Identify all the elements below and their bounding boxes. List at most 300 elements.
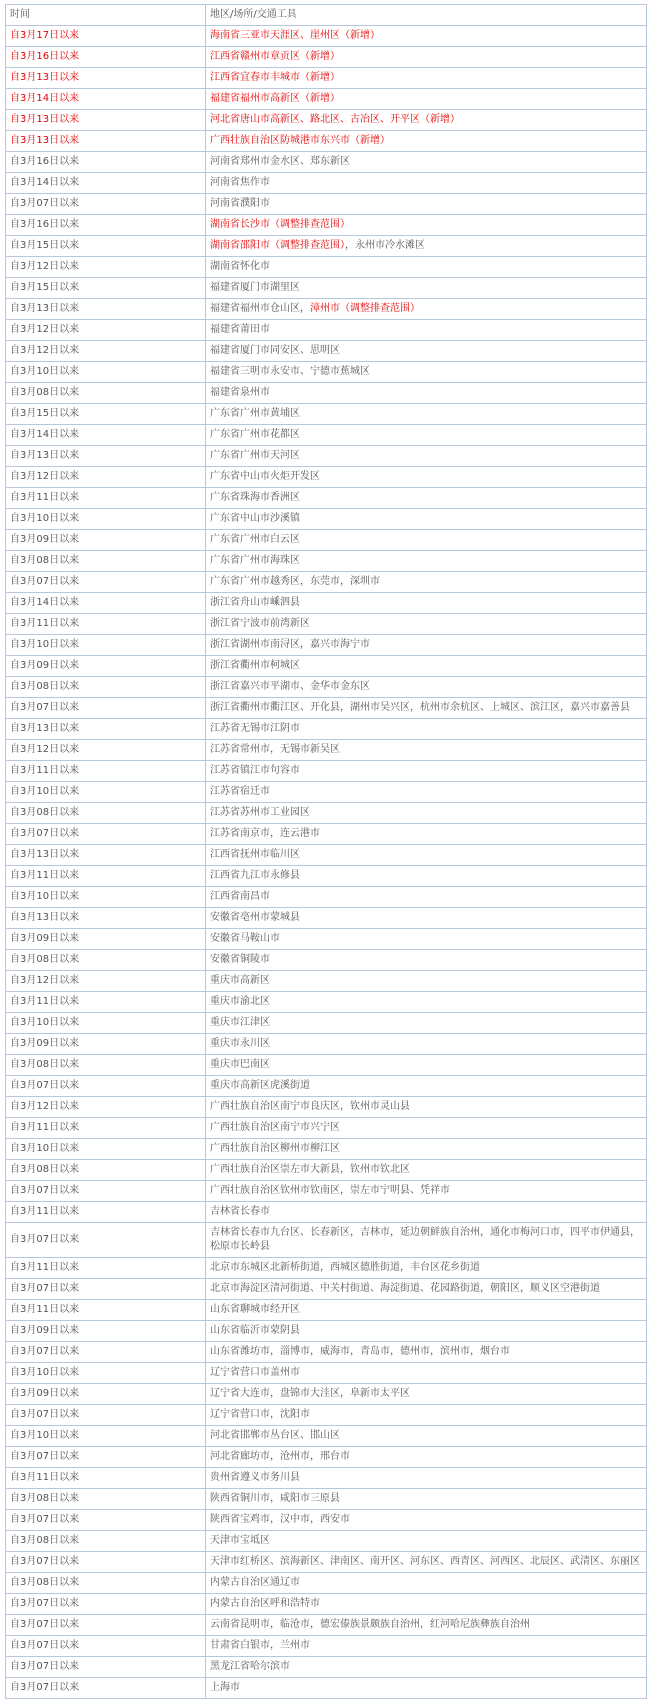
row-time-cell: 自3月12日以来 xyxy=(6,1097,206,1118)
place-text: 广西壮族自治区南宁市良庆区，钦州市灵山县 xyxy=(210,1101,410,1112)
row-time-cell: 自3月12日以来 xyxy=(6,971,206,992)
place-text: 广东省广州市越秀区，东莞市，深圳市 xyxy=(210,576,380,587)
table-row xyxy=(6,1657,647,1678)
row-place-cell xyxy=(206,971,647,992)
place-text: 河北省邯郸市丛台区、邯山区 xyxy=(210,1430,340,1441)
row-time-cell: 自3月07日以来 xyxy=(6,572,206,593)
row-time-cell: 自3月08日以来 xyxy=(6,803,206,824)
row-time-cell: 自3月14日以来 xyxy=(6,89,206,110)
row-place-cell xyxy=(206,404,647,425)
place-text: 重庆市高新区虎溪街道 xyxy=(210,1080,310,1091)
place-text: 江苏省宿迁市 xyxy=(210,786,270,797)
row-place-cell xyxy=(206,1552,647,1573)
row-place-cell xyxy=(206,908,647,929)
row-time-cell: 自3月13日以来 xyxy=(6,299,206,320)
place-text: 福建省厦门市湖里区 xyxy=(210,282,300,293)
place-text-highlighted: 广西壮族自治区防城港市东兴市（新增） xyxy=(210,135,390,146)
table-row xyxy=(6,656,647,677)
table-row xyxy=(6,698,647,719)
table-row xyxy=(6,719,647,740)
table-row xyxy=(6,530,647,551)
place-text: 陕西省铜川市，咸阳市三原县 xyxy=(210,1493,340,1504)
row-place-cell xyxy=(206,845,647,866)
row-time-cell: 自3月13日以来 xyxy=(6,446,206,467)
table-row xyxy=(6,383,647,404)
table-row xyxy=(6,467,647,488)
place-text: 浙江省湖州市南浔区，嘉兴市海宁市 xyxy=(210,639,370,650)
place-text: 甘肃省白银市，兰州市 xyxy=(210,1640,310,1651)
row-time-cell: 自3月09日以来 xyxy=(6,1034,206,1055)
row-time-cell: 自3月13日以来 xyxy=(6,719,206,740)
table-row xyxy=(6,89,647,110)
row-place-cell xyxy=(206,1636,647,1657)
table-row xyxy=(6,1468,647,1489)
table-row xyxy=(6,131,647,152)
table-row xyxy=(6,1363,647,1384)
place-text: 河北省廊坊市，沧州市，邢台市 xyxy=(210,1451,350,1462)
row-time-cell: 自3月08日以来 xyxy=(6,551,206,572)
place-text: 上海市 xyxy=(210,1682,240,1693)
row-place-cell xyxy=(206,1573,647,1594)
row-time-cell: 自3月10日以来 xyxy=(6,635,206,656)
row-time-cell: 自3月14日以来 xyxy=(6,593,206,614)
row-place-cell xyxy=(206,1615,647,1636)
row-place-cell xyxy=(206,110,647,131)
place-text: 江苏省镇江市句容市 xyxy=(210,765,300,776)
row-time-cell: 自3月07日以来 xyxy=(6,698,206,719)
row-time-cell: 自3月08日以来 xyxy=(6,1055,206,1076)
row-time-cell: 自3月13日以来 xyxy=(6,845,206,866)
row-place-cell xyxy=(206,173,647,194)
table-row xyxy=(6,1615,647,1636)
table-row xyxy=(6,425,647,446)
row-place-cell xyxy=(206,215,647,236)
place-text: 山东省临沂市蒙阴县 xyxy=(210,1325,300,1336)
row-time-cell: 自3月09日以来 xyxy=(6,1321,206,1342)
place-text: 江西省九江市永修县 xyxy=(210,870,300,881)
place-text: 重庆市巴南区 xyxy=(210,1059,270,1070)
row-time-cell: 自3月15日以来 xyxy=(6,278,206,299)
row-place-cell xyxy=(206,1678,647,1699)
row-time-cell: 自3月07日以来 xyxy=(6,1076,206,1097)
place-text: 广东省广州市白云区 xyxy=(210,534,300,545)
row-place-cell xyxy=(206,152,647,173)
table-row xyxy=(6,1636,647,1657)
row-place-cell xyxy=(206,467,647,488)
row-time-cell: 自3月10日以来 xyxy=(6,362,206,383)
row-time-cell: 自3月11日以来 xyxy=(6,1468,206,1489)
table-row xyxy=(6,1321,647,1342)
table-row xyxy=(6,1531,647,1552)
row-place-cell xyxy=(206,1342,647,1363)
place-text: 河南省濮阳市 xyxy=(210,198,270,209)
table-row xyxy=(6,26,647,47)
row-place-cell xyxy=(206,362,647,383)
row-time-cell: 自3月07日以来 xyxy=(6,194,206,215)
place-text: 山东省聊城市经开区 xyxy=(210,1304,300,1315)
place-text: 河南省焦作市 xyxy=(210,177,270,188)
table-row xyxy=(6,278,647,299)
place-text: 福建省厦门市同安区、思明区 xyxy=(210,345,340,356)
row-time-cell: 自3月08日以来 xyxy=(6,383,206,404)
row-time-cell: 自3月10日以来 xyxy=(6,1139,206,1160)
row-time-cell: 自3月11日以来 xyxy=(6,1258,206,1279)
row-time-cell: 自3月07日以来 xyxy=(6,1510,206,1531)
table-row xyxy=(6,1013,647,1034)
place-text-highlighted: 海南省三亚市天涯区、崖州区（新增） xyxy=(210,30,380,41)
row-place-cell xyxy=(206,1258,647,1279)
table-row xyxy=(6,509,647,530)
table-row xyxy=(6,971,647,992)
row-place-cell xyxy=(206,257,647,278)
row-time-cell: 自3月10日以来 xyxy=(6,509,206,530)
place-text: 广东省中山市沙溪镇 xyxy=(210,513,300,524)
row-time-cell: 自3月09日以来 xyxy=(6,656,206,677)
row-place-cell xyxy=(206,866,647,887)
row-place-cell xyxy=(206,446,647,467)
table-row xyxy=(6,194,647,215)
row-time-cell: 自3月07日以来 xyxy=(6,1594,206,1615)
table-row xyxy=(6,1447,647,1468)
row-place-cell xyxy=(206,320,647,341)
place-text: 河南省郑州市金水区、郑东新区 xyxy=(210,156,350,167)
table-row xyxy=(6,1160,647,1181)
table-row xyxy=(6,1097,647,1118)
row-time-cell: 自3月08日以来 xyxy=(6,1573,206,1594)
row-time-cell: 自3月08日以来 xyxy=(6,950,206,971)
row-time-cell: 自3月14日以来 xyxy=(6,173,206,194)
row-place-cell xyxy=(206,887,647,908)
row-time-cell: 自3月07日以来 xyxy=(6,1636,206,1657)
row-place-cell xyxy=(206,1118,647,1139)
row-time-cell: 自3月16日以来 xyxy=(6,47,206,68)
table-row xyxy=(6,677,647,698)
table-row xyxy=(6,1300,647,1321)
place-text: 黑龙江省哈尔滨市 xyxy=(210,1661,290,1672)
place-text: 浙江省衢州市衢江区、开化县，湖州市吴兴区，杭州市余杭区、上城区、滨江区，嘉兴市嘉善县 xyxy=(210,702,630,713)
row-time-cell: 自3月12日以来 xyxy=(6,320,206,341)
place-text-highlighted: 江西省赣州市章贡区（新增） xyxy=(210,51,340,62)
place-text: 安徽省铜陵市 xyxy=(210,954,270,965)
row-place-cell xyxy=(206,740,647,761)
table-row xyxy=(6,1573,647,1594)
row-place-cell xyxy=(206,593,647,614)
table-row xyxy=(6,1384,647,1405)
row-time-cell: 自3月11日以来 xyxy=(6,1118,206,1139)
row-time-cell: 自3月09日以来 xyxy=(6,1384,206,1405)
row-place-cell xyxy=(206,341,647,362)
row-place-cell xyxy=(206,1034,647,1055)
header-place: 地区/场所/交通工具 xyxy=(206,5,647,26)
place-text: 江苏省苏州市工业园区 xyxy=(210,807,310,818)
row-time-cell: 自3月07日以来 xyxy=(6,1342,206,1363)
place-text: 贵州省遵义市务川县 xyxy=(210,1472,300,1483)
place-text-highlighted: 漳州市（调整排查范围） xyxy=(310,303,420,314)
place-text: 内蒙古自治区通辽市 xyxy=(210,1577,300,1588)
place-text: 辽宁省大连市，盘锦市大洼区，阜新市太平区 xyxy=(210,1388,410,1399)
row-place-cell xyxy=(206,89,647,110)
row-place-cell xyxy=(206,278,647,299)
place-text: 浙江省舟山市嵊泗县 xyxy=(210,597,300,608)
table-row xyxy=(6,635,647,656)
row-place-cell xyxy=(206,1013,647,1034)
row-place-cell xyxy=(206,1097,647,1118)
row-time-cell: 自3月11日以来 xyxy=(6,1202,206,1223)
row-place-cell xyxy=(206,194,647,215)
place-text: 安徽省亳州市蒙城县 xyxy=(210,912,300,923)
row-place-cell xyxy=(206,761,647,782)
place-text: 福建省泉州市 xyxy=(210,387,270,398)
row-time-cell: 自3月07日以来 xyxy=(6,1223,206,1258)
row-time-cell: 自3月12日以来 xyxy=(6,740,206,761)
table-row xyxy=(6,593,647,614)
row-time-cell: 自3月16日以来 xyxy=(6,152,206,173)
table-row xyxy=(6,1489,647,1510)
table-row xyxy=(6,1118,647,1139)
table-body xyxy=(6,26,647,1699)
table-row xyxy=(6,1223,647,1258)
place-text: 重庆市渝北区 xyxy=(210,996,270,1007)
table-row xyxy=(6,740,647,761)
table-header-row xyxy=(6,5,647,26)
row-place-cell xyxy=(206,572,647,593)
table-row xyxy=(6,320,647,341)
table-row xyxy=(6,572,647,593)
table-row xyxy=(6,824,647,845)
table-row xyxy=(6,992,647,1013)
table-row xyxy=(6,1139,647,1160)
table-row xyxy=(6,866,647,887)
row-time-cell: 自3月10日以来 xyxy=(6,1426,206,1447)
row-time-cell: 自3月09日以来 xyxy=(6,530,206,551)
row-place-cell xyxy=(206,950,647,971)
row-place-cell xyxy=(206,1405,647,1426)
table-row xyxy=(6,257,647,278)
row-place-cell xyxy=(206,1300,647,1321)
table-row xyxy=(6,173,647,194)
place-text: 天津市宝坻区 xyxy=(210,1535,270,1546)
row-time-cell: 自3月10日以来 xyxy=(6,782,206,803)
row-place-cell xyxy=(206,719,647,740)
table-row xyxy=(6,1426,647,1447)
place-text: 江西省抚州市临川区 xyxy=(210,849,300,860)
table-row xyxy=(6,1034,647,1055)
table-row xyxy=(6,1405,647,1426)
table-row xyxy=(6,929,647,950)
row-place-cell xyxy=(206,1202,647,1223)
row-place-cell xyxy=(206,383,647,404)
table-row xyxy=(6,1055,647,1076)
row-time-cell: 自3月11日以来 xyxy=(6,488,206,509)
row-place-cell xyxy=(206,47,647,68)
table-row xyxy=(6,1552,647,1573)
row-place-cell xyxy=(206,677,647,698)
place-text-highlighted: 福建省福州市高新区（新增） xyxy=(210,93,340,104)
table-row xyxy=(6,908,647,929)
row-place-cell xyxy=(206,530,647,551)
row-place-cell xyxy=(206,425,647,446)
row-place-cell xyxy=(206,992,647,1013)
place-text: 吉林省长春市 xyxy=(210,1206,270,1217)
row-time-cell: 自3月11日以来 xyxy=(6,614,206,635)
table-row xyxy=(6,299,647,320)
place-text: 内蒙古自治区呼和浩特市 xyxy=(210,1598,320,1609)
place-text: 重庆市江津区 xyxy=(210,1017,270,1028)
place-text: 北京市东城区北新桥街道，西城区德胜街道，丰台区花乡街道 xyxy=(210,1262,480,1273)
place-text: 福建省福州市仓山区， xyxy=(210,303,310,314)
row-time-cell: 自3月12日以来 xyxy=(6,467,206,488)
row-time-cell: 自3月07日以来 xyxy=(6,1279,206,1300)
row-place-cell xyxy=(206,1489,647,1510)
row-place-cell xyxy=(206,1594,647,1615)
place-text: 广西壮族自治区崇左市大新县，钦州市钦北区 xyxy=(210,1164,410,1175)
table-row xyxy=(6,1279,647,1300)
place-text: 广东省广州市天河区 xyxy=(210,450,300,461)
row-place-cell xyxy=(206,26,647,47)
place-text-highlighted: 江西省宜春市丰城市（新增） xyxy=(210,72,340,83)
place-text: 江苏省南京市，连云港市 xyxy=(210,828,320,839)
table-row xyxy=(6,404,647,425)
row-place-cell xyxy=(206,1363,647,1384)
table-row xyxy=(6,614,647,635)
row-time-cell: 自3月13日以来 xyxy=(6,131,206,152)
row-time-cell: 自3月10日以来 xyxy=(6,887,206,908)
place-text: 福建省三明市永安市、宁德市蕉城区 xyxy=(210,366,370,377)
row-place-cell xyxy=(206,1181,647,1202)
row-place-cell xyxy=(206,929,647,950)
place-text: 安徽省马鞍山市 xyxy=(210,933,280,944)
row-time-cell: 自3月15日以来 xyxy=(6,404,206,425)
place-text: 江苏省无锡市江阴市 xyxy=(210,723,300,734)
row-place-cell xyxy=(206,1384,647,1405)
place-text: 广西壮族自治区柳州市柳江区 xyxy=(210,1143,340,1154)
row-time-cell: 自3月17日以来 xyxy=(6,26,206,47)
row-time-cell: 自3月11日以来 xyxy=(6,1300,206,1321)
row-time-cell: 自3月07日以来 xyxy=(6,1181,206,1202)
place-text: 广东省中山市火炬开发区 xyxy=(210,471,320,482)
table-row xyxy=(6,1342,647,1363)
row-place-cell xyxy=(206,299,647,320)
table-row xyxy=(6,215,647,236)
place-text: 福建省莆田市 xyxy=(210,324,270,335)
row-time-cell: 自3月08日以来 xyxy=(6,1160,206,1181)
row-place-cell xyxy=(206,1160,647,1181)
row-place-cell xyxy=(206,1076,647,1097)
row-place-cell xyxy=(206,131,647,152)
place-text: 江苏省常州市，无锡市新吴区 xyxy=(210,744,340,755)
place-text: 重庆市永川区 xyxy=(210,1038,270,1049)
table-row xyxy=(6,845,647,866)
place-text: 江西省南昌市 xyxy=(210,891,270,902)
row-place-cell xyxy=(206,1426,647,1447)
place-text-highlighted: 湖南省长沙市（调整排查范围） xyxy=(210,219,350,230)
place-text: 吉林省长春市九台区、长春新区，吉林市，延边朝鲜族自治州，通化市梅河口市，四平市伊通县，松原市长岭县 xyxy=(210,1227,640,1252)
table-row xyxy=(6,152,647,173)
table-row xyxy=(6,887,647,908)
place-text: 辽宁省营口市盖州市 xyxy=(210,1367,300,1378)
row-time-cell: 自3月08日以来 xyxy=(6,1531,206,1552)
row-time-cell: 自3月07日以来 xyxy=(6,1447,206,1468)
place-text: 广西壮族自治区钦州市钦南区，崇左市宁明县、凭祥市 xyxy=(210,1185,450,1196)
row-place-cell xyxy=(206,698,647,719)
table-row xyxy=(6,1678,647,1699)
table-row xyxy=(6,236,647,257)
table-row xyxy=(6,446,647,467)
risk-area-table xyxy=(5,4,647,1699)
row-place-cell xyxy=(206,656,647,677)
row-place-cell xyxy=(206,1321,647,1342)
place-text: 北京市海淀区清河街道、中关村街道、海淀街道、花园路街道，朝阳区，顺义区空港街道 xyxy=(210,1283,600,1294)
row-place-cell xyxy=(206,635,647,656)
place-text: 广东省珠海市香洲区 xyxy=(210,492,300,503)
row-place-cell xyxy=(206,803,647,824)
place-text: 辽宁省营口市，沈阳市 xyxy=(210,1409,310,1420)
place-text-highlighted: 河北省唐山市高新区、路北区、古冶区、开平区（新增） xyxy=(210,114,460,125)
table-row xyxy=(6,110,647,131)
place-text-highlighted: 湖南省邵阳市（调整排查范围） xyxy=(210,240,345,251)
place-text: 浙江省衢州市柯城区 xyxy=(210,660,300,671)
place-text: 重庆市高新区 xyxy=(210,975,270,986)
row-place-cell xyxy=(206,1510,647,1531)
row-place-cell xyxy=(206,824,647,845)
row-time-cell: 自3月08日以来 xyxy=(6,677,206,698)
place-text: 广西壮族自治区南宁市兴宁区 xyxy=(210,1122,340,1133)
row-time-cell: 自3月11日以来 xyxy=(6,992,206,1013)
row-time-cell: 自3月08日以来 xyxy=(6,1489,206,1510)
place-text: 广东省广州市花都区 xyxy=(210,429,300,440)
row-place-cell xyxy=(206,1531,647,1552)
table-row xyxy=(6,1510,647,1531)
table-row xyxy=(6,68,647,89)
row-time-cell: 自3月07日以来 xyxy=(6,824,206,845)
row-time-cell: 自3月13日以来 xyxy=(6,908,206,929)
table-row xyxy=(6,803,647,824)
table-row xyxy=(6,341,647,362)
row-place-cell xyxy=(206,488,647,509)
table-row xyxy=(6,1594,647,1615)
row-time-cell: 自3月10日以来 xyxy=(6,1013,206,1034)
row-time-cell: 自3月07日以来 xyxy=(6,1678,206,1699)
header-time: 时间 xyxy=(6,5,206,26)
table-row xyxy=(6,782,647,803)
place-text: 广东省广州市黄埔区 xyxy=(210,408,300,419)
place-text: 浙江省宁波市前湾新区 xyxy=(210,618,310,629)
row-place-cell xyxy=(206,68,647,89)
place-text: 广东省广州市海珠区 xyxy=(210,555,300,566)
table-row xyxy=(6,1076,647,1097)
table-row xyxy=(6,1202,647,1223)
row-place-cell xyxy=(206,236,647,257)
row-place-cell xyxy=(206,509,647,530)
row-place-cell xyxy=(206,1468,647,1489)
place-text: ，永州市冷水滩区 xyxy=(345,240,425,251)
row-time-cell: 自3月15日以来 xyxy=(6,236,206,257)
row-time-cell: 自3月07日以来 xyxy=(6,1657,206,1678)
row-time-cell: 自3月12日以来 xyxy=(6,257,206,278)
table-row xyxy=(6,950,647,971)
table-row xyxy=(6,551,647,572)
place-text: 湖南省怀化市 xyxy=(210,261,270,272)
row-place-cell xyxy=(206,782,647,803)
place-text: 陕西省宝鸡市，汉中市，西安市 xyxy=(210,1514,350,1525)
row-time-cell: 自3月16日以来 xyxy=(6,215,206,236)
row-time-cell: 自3月07日以来 xyxy=(6,1405,206,1426)
table-row xyxy=(6,1181,647,1202)
row-time-cell: 自3月07日以来 xyxy=(6,1615,206,1636)
row-time-cell: 自3月12日以来 xyxy=(6,341,206,362)
place-text: 云南省昆明市，临沧市，德宏傣族景颇族自治州，红河哈尼族彝族自治州 xyxy=(210,1619,530,1630)
row-time-cell: 自3月14日以来 xyxy=(6,425,206,446)
